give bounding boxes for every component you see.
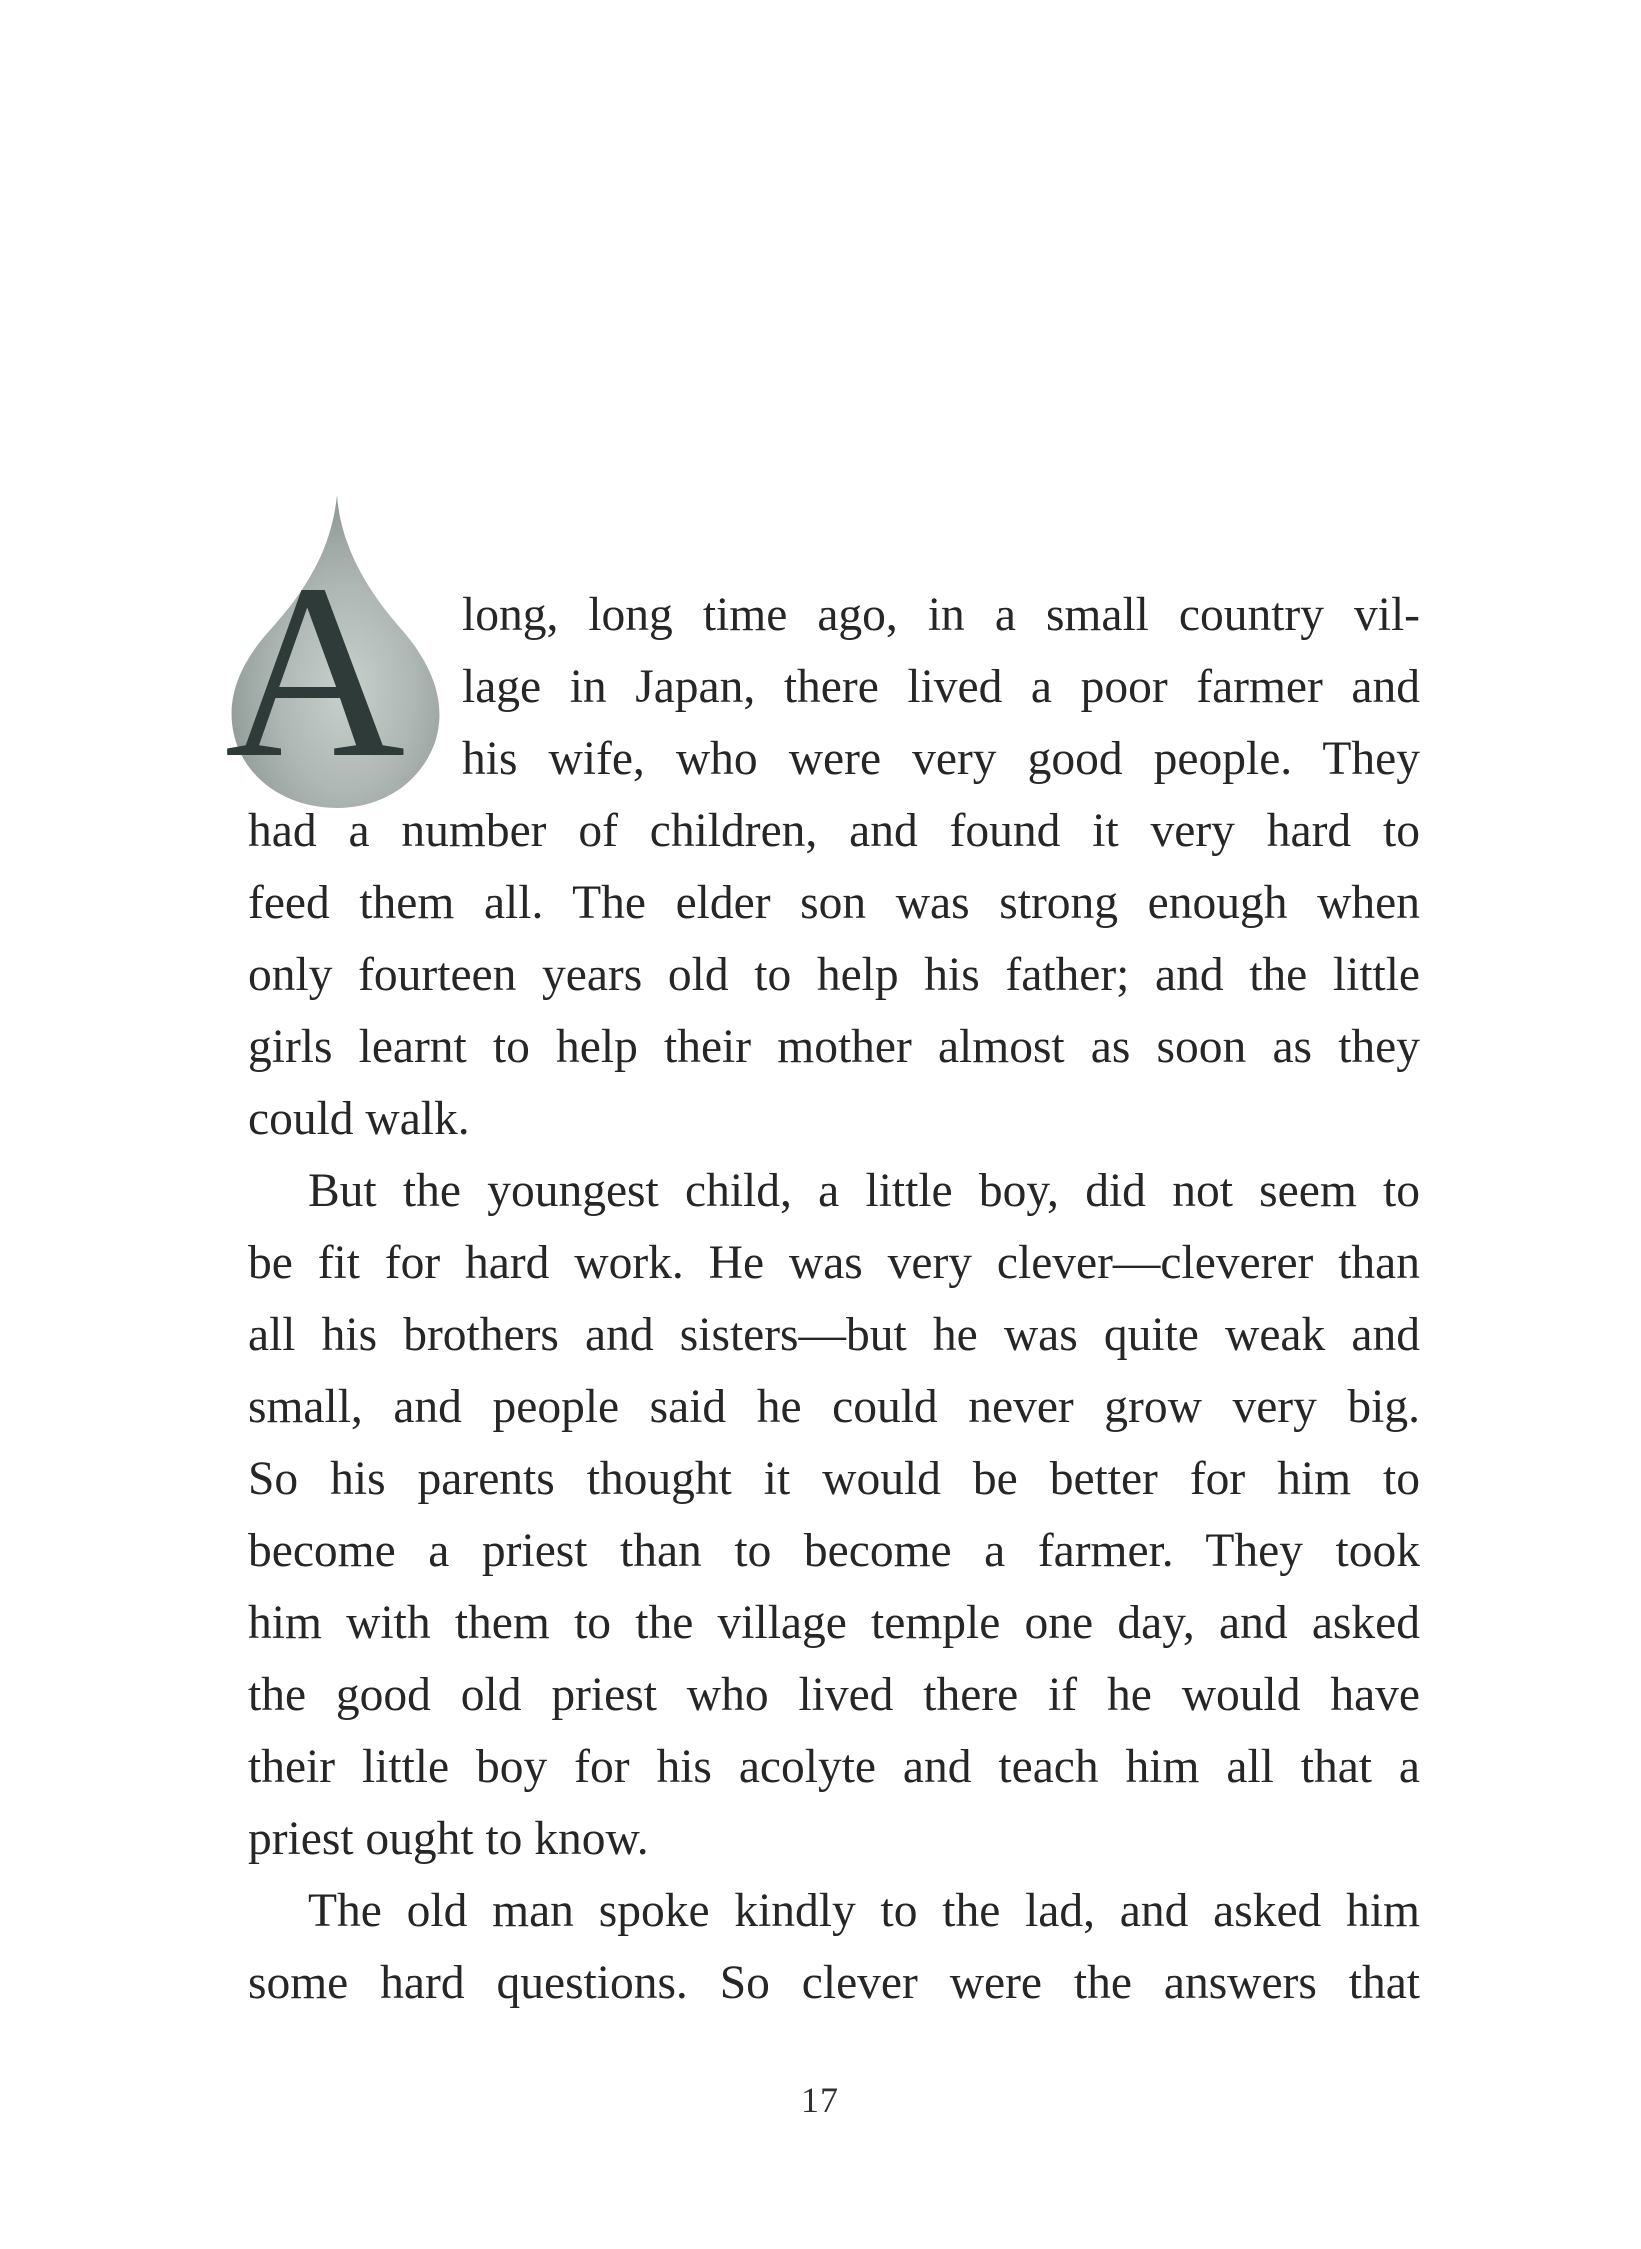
- text-line: him with them to the village temple one day, and asked: [248, 1597, 1420, 1649]
- text-line: small, and people said he could never grow very big.: [248, 1381, 1420, 1433]
- text-line: his wife, who were very good people. They: [462, 733, 1420, 785]
- text-line: So his parents thought it would be better for him to: [248, 1453, 1420, 1505]
- text-line: priest ought to know.: [248, 1813, 649, 1865]
- text-line: had a number of children, and found it very hard to: [248, 805, 1420, 857]
- text-line: The old man spoke kindly to the lad, and asked him: [308, 1885, 1420, 1937]
- text-line: their little boy for his acolyte and teach him all that a: [248, 1741, 1420, 1793]
- teardrop-ornament-icon: [222, 490, 452, 810]
- text-line: long, long time ago, in a small country vil-: [462, 589, 1420, 641]
- drop-cap: [222, 490, 452, 810]
- text-line: be fit for hard work. He was very clever—cleverer than: [248, 1237, 1420, 1289]
- page-number: 17: [801, 2080, 839, 2120]
- text-line: the good old priest who lived there if he would have: [248, 1669, 1420, 1721]
- text-line: could walk.: [248, 1093, 470, 1145]
- drop-cap-letter: A: [224, 533, 406, 810]
- text-line: lage in Japan, there lived a poor farmer and: [462, 661, 1420, 713]
- text-line: some hard questions. So clever were the answers that: [248, 1957, 1420, 2009]
- text-line: all his brothers and sisters—but he was quite weak and: [248, 1309, 1420, 1361]
- text-line: But the youngest child, a little boy, did not seem to: [308, 1165, 1420, 1217]
- text-line: girls learnt to help their mother almost as soon as they: [248, 1021, 1420, 1073]
- text-line: only fourteen years old to help his father; and the little: [248, 949, 1420, 1001]
- text-line: feed them all. The elder son was strong enough when: [248, 877, 1420, 929]
- text-line: become a priest than to become a farmer. They took: [248, 1525, 1420, 1577]
